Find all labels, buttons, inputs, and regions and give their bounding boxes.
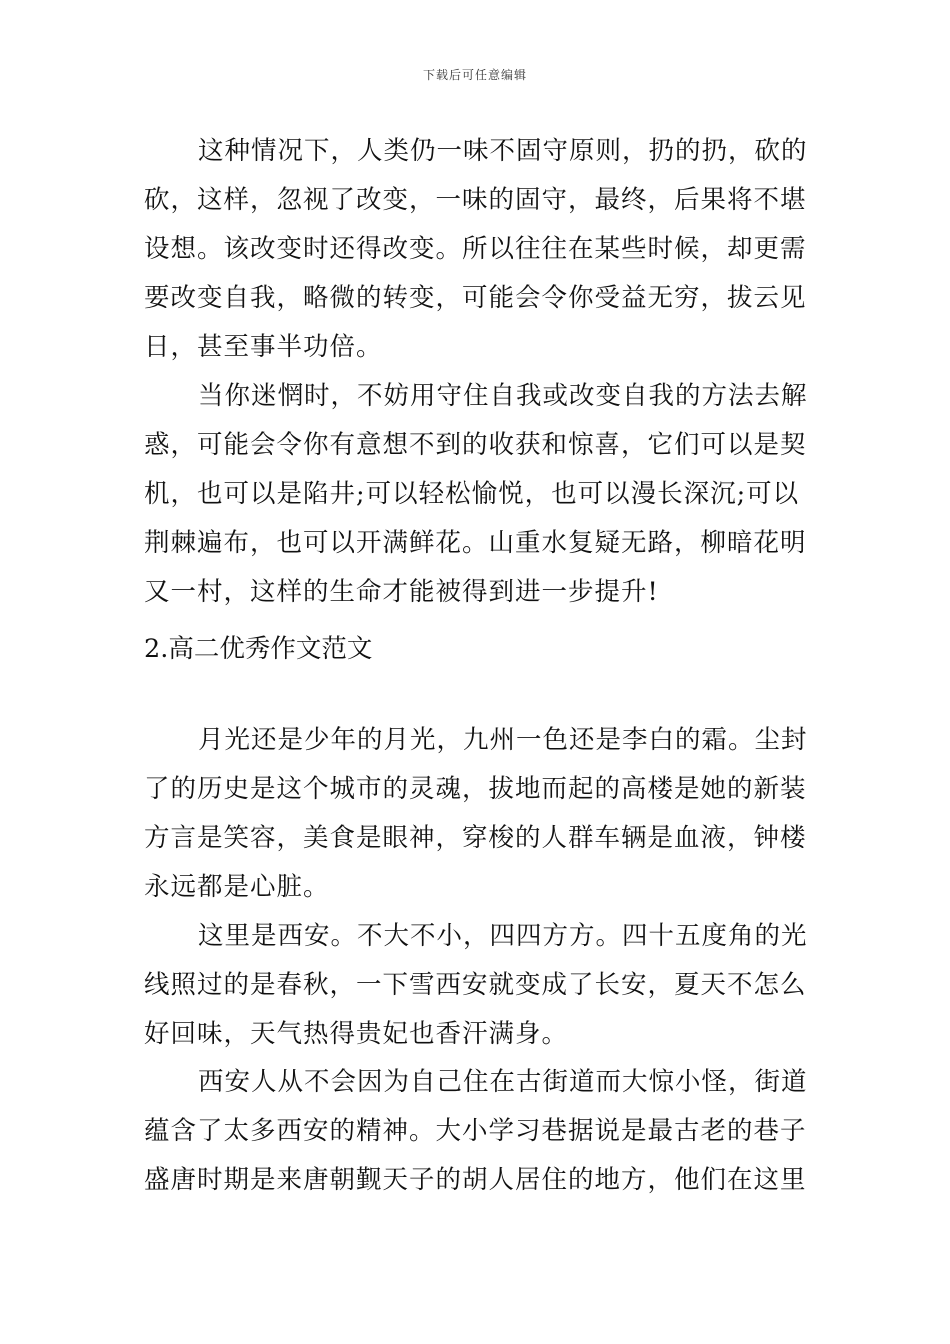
- text-line: 荆棘遍布，也可以开满鲜花。山重水复疑无路，柳暗花明: [144, 528, 807, 558]
- text-line: 线照过的是春秋，一下雪西安就变成了长安，夏天不怎么: [144, 970, 807, 1000]
- text-line: 西安人从不会因为自己住在古街道而大惊小怪，街道: [198, 1067, 808, 1097]
- text-line: 蕴含了太多西安的精神。大小学习巷据说是最古老的巷子: [144, 1116, 807, 1146]
- page-header-note: 下载后可任意编辑: [422, 68, 527, 82]
- paragraph: [144, 912, 808, 1059]
- text-line: 日，甚至事半功倍。: [144, 332, 383, 362]
- text-line: 盛唐时期是来唐朝觐天子的胡人居住的地方，他们在这里: [144, 1165, 807, 1195]
- text-line: 又一村，这样的生命才能被得到进一步提升!: [144, 577, 659, 607]
- text-line: 惑，可能会令你有意想不到的收获和惊喜，它们可以是契: [144, 430, 807, 460]
- text-line: 永远都是心脏。: [144, 872, 330, 902]
- text-line: 机，也可以是陷井;可以轻松愉悦，也可以漫长深沉;可以: [144, 479, 800, 509]
- paragraph: [144, 127, 808, 372]
- paragraph: [144, 372, 808, 617]
- section-heading: 2.高二优秀作文范文: [144, 634, 373, 664]
- text-line: 了的历史是这个城市的灵魂，拔地而起的高楼是她的新装: [144, 774, 807, 804]
- text-line: 好回味，天气热得贵妃也香汗满身。: [144, 1019, 569, 1049]
- text-line: 设想。该改变时还得改变。所以往往在某些时候，却更需: [144, 234, 807, 264]
- paragraph: [144, 1058, 808, 1205]
- text-line: 月光还是少年的月光，九州一色还是李白的霜。尘封: [198, 725, 808, 755]
- text-line: 砍，这样，忽视了改变，一味的固守，最终，后果将不堪: [144, 185, 807, 215]
- text-line: 这里是西安。不大不小，四四方方。四十五度角的光: [198, 921, 808, 951]
- text-line: 这种情况下，人类仍一味不固守原则，扔的扔，砍的: [198, 136, 808, 166]
- text-line: 要改变自我，略微的转变，可能会令你受益无穷，拔云见: [144, 283, 807, 313]
- text-line: 当你迷惘时，不妨用守住自我或改变自我的方法去解: [198, 381, 808, 411]
- paragraph: [144, 716, 808, 912]
- text-line: 方言是笑容，美食是眼神，穿梭的人群车辆是血液，钟楼: [144, 823, 807, 853]
